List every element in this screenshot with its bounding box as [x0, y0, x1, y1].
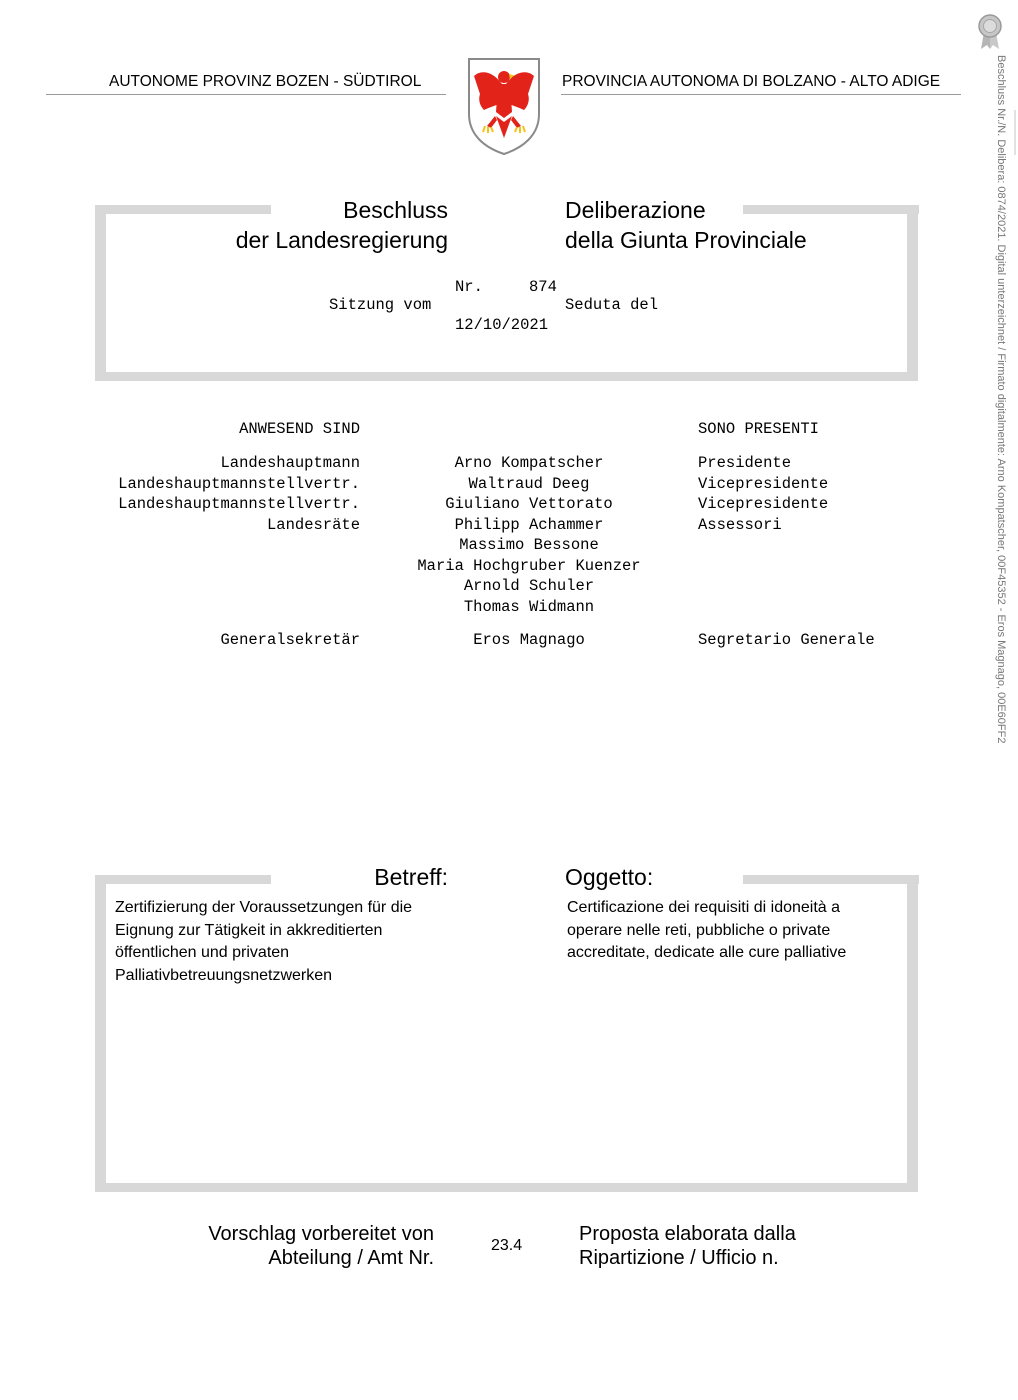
digital-signature-strip	[993, 55, 1007, 855]
session-label-de: Sitzung vom	[329, 296, 432, 314]
page-edge-marker	[1014, 110, 1016, 155]
subject-line-it: accreditate, dedicate alle cure palliative	[567, 944, 847, 961]
role-de: Landeshauptmannstellvertr.	[118, 474, 360, 493]
proposal-de-line2: Abteilung / Amt Nr.	[268, 1247, 434, 1269]
header-rule-right	[561, 94, 961, 95]
role-de: Landesräte	[266, 515, 360, 534]
member-name: Thomas Widmann	[463, 597, 595, 616]
subject-line-de: Eignung zur Tätigkeit in akkreditierten	[115, 921, 383, 939]
member-name: Arno Kompatscher	[454, 454, 604, 472]
title-it-line2: della Giunta Provinciale	[565, 227, 807, 253]
secretary-role-it: Segretario Generale	[698, 631, 875, 649]
session-label-it: Seduta del	[565, 296, 659, 314]
seal-rosette-icon	[977, 14, 1003, 50]
subject-text-de	[115, 897, 475, 987]
session-date: 12/10/2021	[455, 316, 549, 334]
header-left-title: AUTONOME PROVINZ BOZEN - SÜDTIROL	[109, 73, 422, 90]
subject-text-it	[567, 897, 897, 965]
header-rule-left	[46, 94, 446, 95]
attendance-roles-it	[698, 453, 828, 535]
subject-line-it: Certificazione dei requisiti di idoneità a	[567, 899, 841, 916]
proposal-it-line1: Proposta elaborata dalla	[579, 1223, 796, 1245]
title-de-line1: Beschluss	[343, 197, 448, 223]
member-name: Waltraud Deeg	[468, 474, 590, 493]
subject-label-de: Betreff:	[374, 864, 448, 890]
attendance-names	[379, 453, 679, 617]
role-de: Landeshauptmann	[220, 454, 360, 472]
secretary-name: Eros Magnago	[473, 631, 585, 649]
role-it: Vicepresidente	[698, 474, 829, 493]
header-right-title: PROVINCIA AUTONOMA DI BOLZANO - ALTO ADIGE	[562, 73, 941, 90]
role-it: Vicepresidente	[698, 495, 829, 513]
role-it: Assessori	[698, 515, 782, 534]
subject-line-it: operare nelle reti, pubbliche o private	[567, 921, 831, 939]
subject-line-de: öffentlichen und privaten	[115, 944, 290, 961]
proposal-it	[579, 1222, 899, 1270]
resolution-number-label: Nr.	[455, 278, 483, 296]
member-name: Arnold Schuler	[463, 577, 595, 595]
resolution-number: 874	[529, 278, 557, 296]
title-it-line1: Deliberazione	[565, 197, 706, 223]
role-it: Presidente	[698, 454, 792, 472]
attendance-header-it: SONO PRESENTI	[698, 420, 819, 438]
signature-text: Beschluss Nr./N. Delibera: 0874/2021. Digital unterzeichnet / Firmato digitalmente: Arno Kompatscher, 00F45352 - Eros Magnago, 00E60FF2	[995, 55, 1007, 744]
coat-of-arms-eagle-icon	[466, 56, 542, 156]
subject-label-it: Oggetto:	[565, 864, 654, 890]
proposal-de-line1: Vorschlag vorbereitet von	[208, 1223, 434, 1245]
attendance-header-de: ANWESEND SIND	[239, 420, 360, 438]
proposal-de	[134, 1222, 434, 1270]
title-de-line2: der Landesregierung	[235, 227, 448, 253]
role-de: Landeshauptmannstellvertr.	[118, 495, 360, 513]
member-name: Giuliano Vettorato	[445, 495, 613, 513]
subject-line-de: Zertifizierung der Voraussetzungen für die	[115, 899, 413, 916]
member-name: Philipp Achammer	[454, 515, 604, 534]
member-name: Massimo Bessone	[459, 536, 599, 554]
proposal-it-line2: Ripartizione / Ufficio n.	[579, 1247, 779, 1269]
member-name: Maria Hochgruber Kuenzer	[417, 556, 641, 575]
subject-line-de: Palliativbetreuungsnetzwerken	[115, 966, 333, 984]
secretary-role-de: Generalsekretär	[220, 631, 360, 649]
attendance-roles-de	[40, 453, 360, 535]
office-number: 23.4	[491, 1237, 523, 1254]
